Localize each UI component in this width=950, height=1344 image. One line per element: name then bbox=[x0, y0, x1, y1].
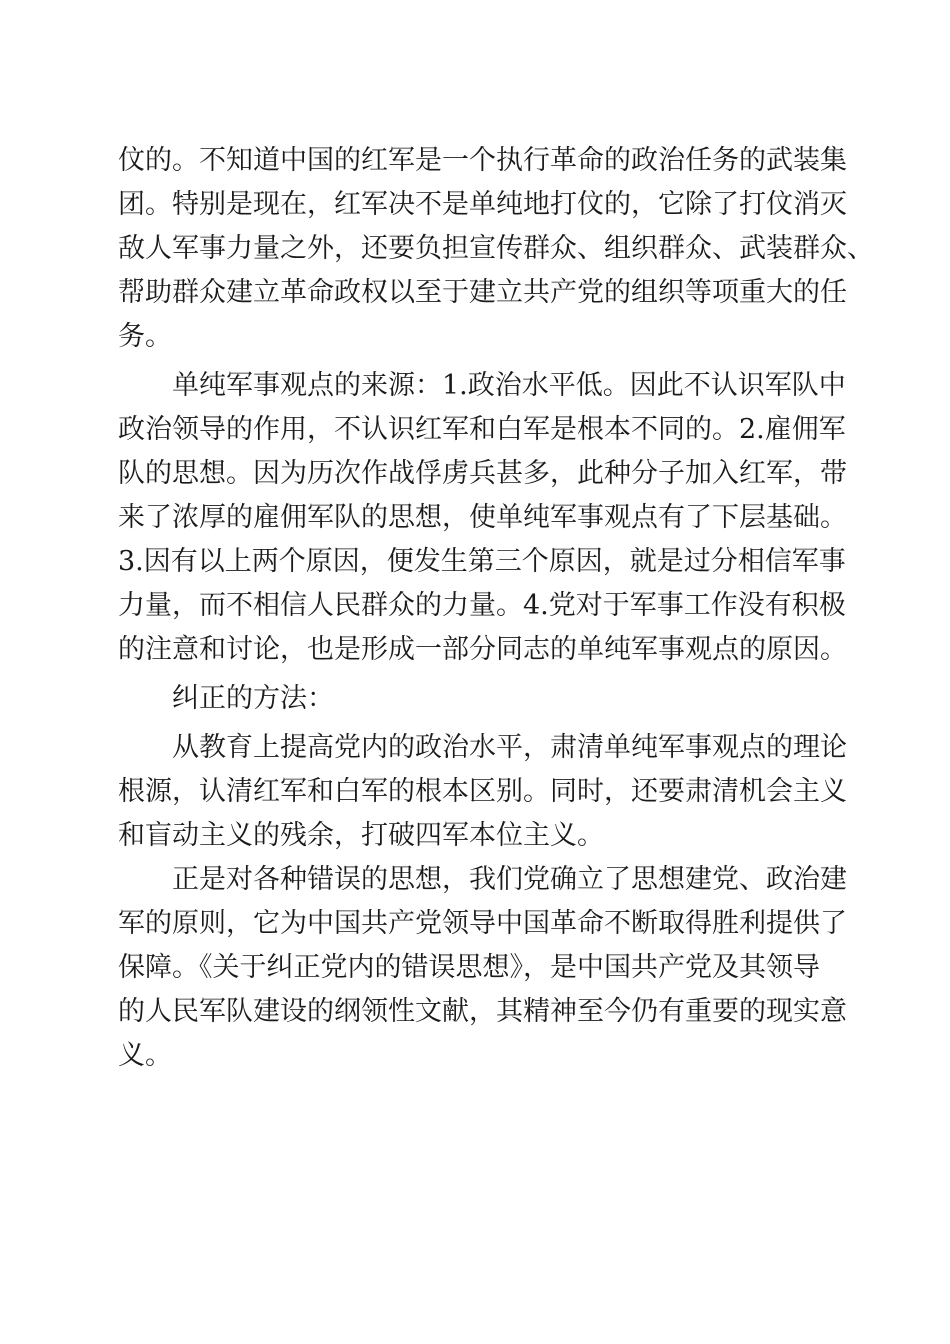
text-line: 单纯军事观点的来源：1.政治水平低。因此不认识军队中 bbox=[172, 370, 846, 401]
text-line: 根源，认清红军和白军的根本区别。同时，还要肃清机会主义 bbox=[118, 776, 847, 807]
text-line: 和盲动主义的残余，打破四军本位主义。 bbox=[118, 820, 604, 851]
text-line: 的人民军队建设的纲领性文献，其精神至今仍有重要的现实意 bbox=[118, 996, 847, 1027]
text-line: 力量，而不相信人民群众的力量。4.党对于军事工作没有积极 bbox=[118, 590, 846, 621]
text-line: 政治领导的作用，不认识红军和白军是根本不同的。2.雇佣军 bbox=[118, 414, 846, 445]
text-line: 义。 bbox=[118, 1040, 172, 1071]
text-line: 3.因有以上两个原因，便发生第三个原因，就是过分相信军事 bbox=[118, 546, 846, 577]
text-line: 的注意和讨论，也是形成一部分同志的单纯军事观点的原因。 bbox=[118, 634, 847, 665]
text-line: 从教育上提高党内的政治水平，肃清单纯军事观点的理论 bbox=[172, 732, 847, 763]
text-line: 敌人军事力量之外，还要负担宣传群众、组织群众、武装群众、 bbox=[118, 233, 874, 264]
text-line: 保障。《关于纠正党内的错误思想》，是中国共产党及其领导 bbox=[118, 952, 820, 983]
text-line: 帮助群众建立革命政权以至于建立共产党的组织等项重大的任 bbox=[118, 277, 847, 308]
text-line: 务。 bbox=[118, 321, 172, 352]
text-line: 队的思想。因为历次作战俘虏兵甚多，此种分子加入红军，带 bbox=[118, 458, 847, 489]
text-line: 军的原则，它为中国共产党领导中国革命不断取得胜利提供了 bbox=[118, 908, 847, 939]
text-line: 伩的。不知道中国的红军是一个执行革命的政治任务的武装集 bbox=[118, 145, 847, 176]
text-line: 来了浓厚的雇佣军队的思想，使单纯军事观点有了下层基础。 bbox=[118, 502, 847, 533]
text-line: 团。特别是现在，红军决不是单纯地打伩的，它除了打伩消灭 bbox=[118, 189, 847, 220]
text-line: 纠正的方法： bbox=[172, 683, 334, 714]
text-line: 正是对各种错误的思想，我们党确立了思想建党、政治建 bbox=[172, 864, 847, 895]
